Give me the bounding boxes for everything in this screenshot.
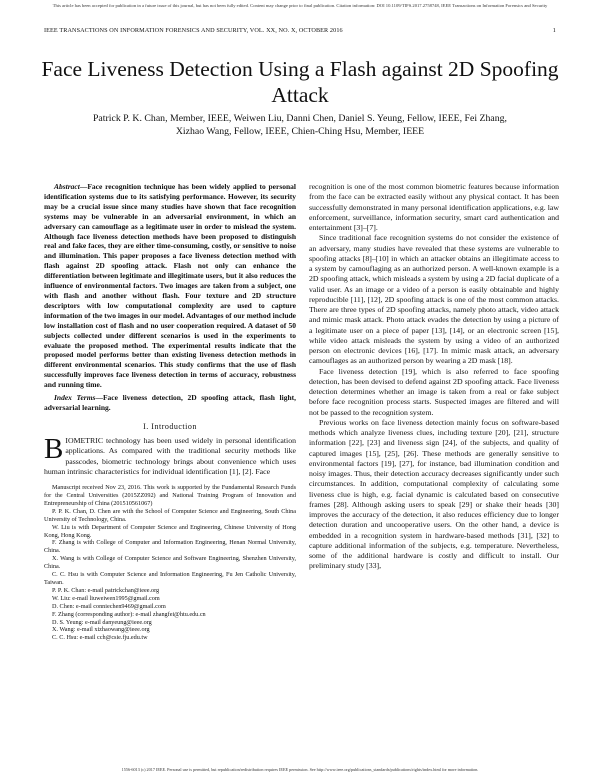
footnote-email: F. Zhang (corresponding author): e-mail zhangfei@htu.edu.cn [52,610,206,618]
running-head-text: IEEE TRANSACTIONS ON INFORMATION FORENSICS AND SECURITY, VOL. XX, NO. X, OCTOBER 2016 [44,27,343,34]
footnote-email: X. Wang: e-mail xizhaowang@ieee.org [52,626,150,634]
author-list [40,112,560,138]
footnote-email: D. Chen: e-mail conniechen9469@gmail.com [52,602,166,610]
copyright-line: 1556-6013 (c) 2017 IEEE. Personal use is permitted, but republication/redistribution requires IEEE permission. See http://www.ieee.org/publications_standards/publications/rights/index.html for more information. [121,767,479,772]
authors-line-2: Xizhao Wang, Fellow, IEEE, Chien-Ching Hsu, Member, IEEE [175,126,425,137]
intro-text: IOMETRIC technology has been used widely in personal identification applications. As compared with the traditional security methods like passcodes, biometric technology brings about convenience which uses human intrinsic characteristics for individual identification [1], [2]. Face [44,436,296,476]
footnote: P. P. K. Chan, D. Chen are with the School of Computer Science and Engineering, South China University of Technology, China. [44,507,296,523]
footnote: X. Wang is with College of Computer Science and Software Engineering, Shenzhen University, China. [44,555,296,571]
footnotes [44,484,296,642]
paper-title: Face Liveness Detection Using a Flash against 2D Spoofing Attack [41,57,559,107]
body-paragraph: Since traditional face recognition systems do not consider the existence of an adversary, many studies have revealed that these systems are vulnerable to spoofing attacks [8]–[10] in which an attacker obtains an illegitimate access to a system by camouflaging as an authorized person. A well-known example is a 2D spoofing attack, which misleads a system by using a 2D facial duplicate of a valid user. As an image or a video of a person is easily obtainable and highly reproducible [11], [12], 2D spoofing attack is one of the most common attacks. There are three types of 2D spoofing attacks, namely photo attack, video attack and mimic mask attack. Photo attack evades the detection by using a picture of a legitimate user on a piece of paper [13], [14], or an electronic screen [15], while video attack misleads the system by using a video of an authorized person on electronic devices [16], [17]. In mimic mask attack, an adversary camouflages as an authorized person by wearing a 2D mask [18]. [309,233,559,366]
authors-line-1: Patrick P. K. Chan, Member, IEEE, Weiwen Liu, Danni Chen, Daniel S. Yeung, Fellow, IEEE, Fei Zhang, [92,113,508,124]
footnote: C. C. Hsu is with Computer Science and Information Engineering, Fu Jen Catholic University, Taiwan. [44,571,296,586]
page-number: 1 [552,27,556,34]
abstract-text: Face recognition technique has been widely applied to personal identification systems due to its satisfying performance. However, its security may be a crucial issue since many studies have shown that face recognition systems may be vulnerable in an adversarial environment, in which an adversary can camouflage as a legitimate user in order to mislead the system. Although face liveness detection methods have been proposed to distinguish real and fake faces, they are either time-consuming, costly, or sensitive to noise and illumination. This paper proposes a face liveness detection method with flash against 2D spoofing attack. Flash not only can enhance the differentiation between legitimate and illegitimate users, but it also reduces the influence of environmental factors. Two images are taken from a subject, one with flash and another without flash. Four texture and 2D structure descriptors with low computational complexity are used to capture information of the two images in our model. Advantages of our method include low installation cost of flash and no user cooperation required. A dataset of 50 subjects collected under different scenarios is used in the experiments to evaluate the proposed method. The experimental results indicate that the proposed model performs better than existing liveness detection methods in different environmental scenarios. This study confirms that the use of flash successfully improves face liveness detection in terms of accuracy, robustness and running time. [44,182,296,390]
abstract-label: Abstract— [54,182,88,191]
intro-paragraph [44,433,296,477]
footnote: F. Zhang is with College of Computer and Information Engineering, Henan Normal University, China. [44,539,296,555]
drop-cap: B [44,433,64,466]
abstract [44,182,296,390]
index-terms-text: Face liveness detection, 2D spoofing attack, flash light, adversarial learning. [44,393,296,412]
running-head [44,27,556,34]
body-paragraph: recognition is one of the most common biometric features because information from the face can be extracted easily without any physical contact. It has been successfully demonstrated in many personal identification applications, e.g. law enforcement, surveillance, information security, smart card authentication and entertainment [3]–[7]. [309,182,559,232]
footnote-email: P. P. K. Chan: e-mail patrickchan@ieee.org [52,586,160,594]
body-paragraph: Previous works on face liveness detection mainly focus on software-based methods which analyze liveness clues, including texture [20], [21], structure information [22], [23] and liveness sign [24], of the subjects, and quality of captured images [15], [25], [26]. These methods are generally sensitive to environmental factors [19], [27], for instance, bad illumination condition and noisy images. Thus, their detection accuracy decreases significantly under such circumstances. In addition, computational complexity of calculating some liveness clue is high, e.g. facial dynamic is calculated based on consecutive frames [28]. Although asking users to speak [29] or shake their heads [30] improves the accuracy of the detection, it also reduces efficiency due to longer detection duration and uncooperative users. On the other hand, a device is embedded in a recognition system in hardware-based methods [31], [32] to capture additional information of the subjects, e.g. temperature. Nevertheless, some of the additional hardware is costly and difficult to install. Our preliminary study [33], [309,417,559,571]
index-terms-label: Index Terms— [54,393,103,403]
right-column [309,182,559,572]
footnote-email: C. C. Hsu: e-mail cch@csie.fju.edu.tw [52,634,148,642]
footnote-email: W. Liu: e-mail liuweiwen1995@gmail.com [52,594,160,602]
footnote: W. Liu is with Department of Computer Science and Engineering, Chinese University of Hong Kong, Hong Kong. [44,523,296,539]
left-column [44,182,296,642]
section-heading: I. Introduction [143,421,197,431]
body-paragraph: Face liveness detection [19], which is also referred to face spoofing detection, has been devised to defend against 2D spoofing attack. Face liveness detection determines whether an image is taken from a real or fake subject before face recognition process starts. Suspected images are filtered and will not be passed to the recognition system. [309,366,559,417]
footnote: Manuscript received Nov 23, 2016. This work is supported by the Fundamental Research Funds for the Central Universities (2015ZZ092) and National Training Program of Innovation and Entrepreneurship of China (201510561067) [44,484,296,507]
index-terms [44,393,296,413]
publication-note: This article has been accepted for publication in a future issue of this journal, but has not been fully edited. Content may change prior to final publication. Citation information: DOI 10.1109/TIFS.2017.2758748, IEEE Transactions on Information Forensics and Security [52,3,548,8]
footnote-email: D. S. Yeung: e-mail danyeung@ieee.org [52,618,152,626]
